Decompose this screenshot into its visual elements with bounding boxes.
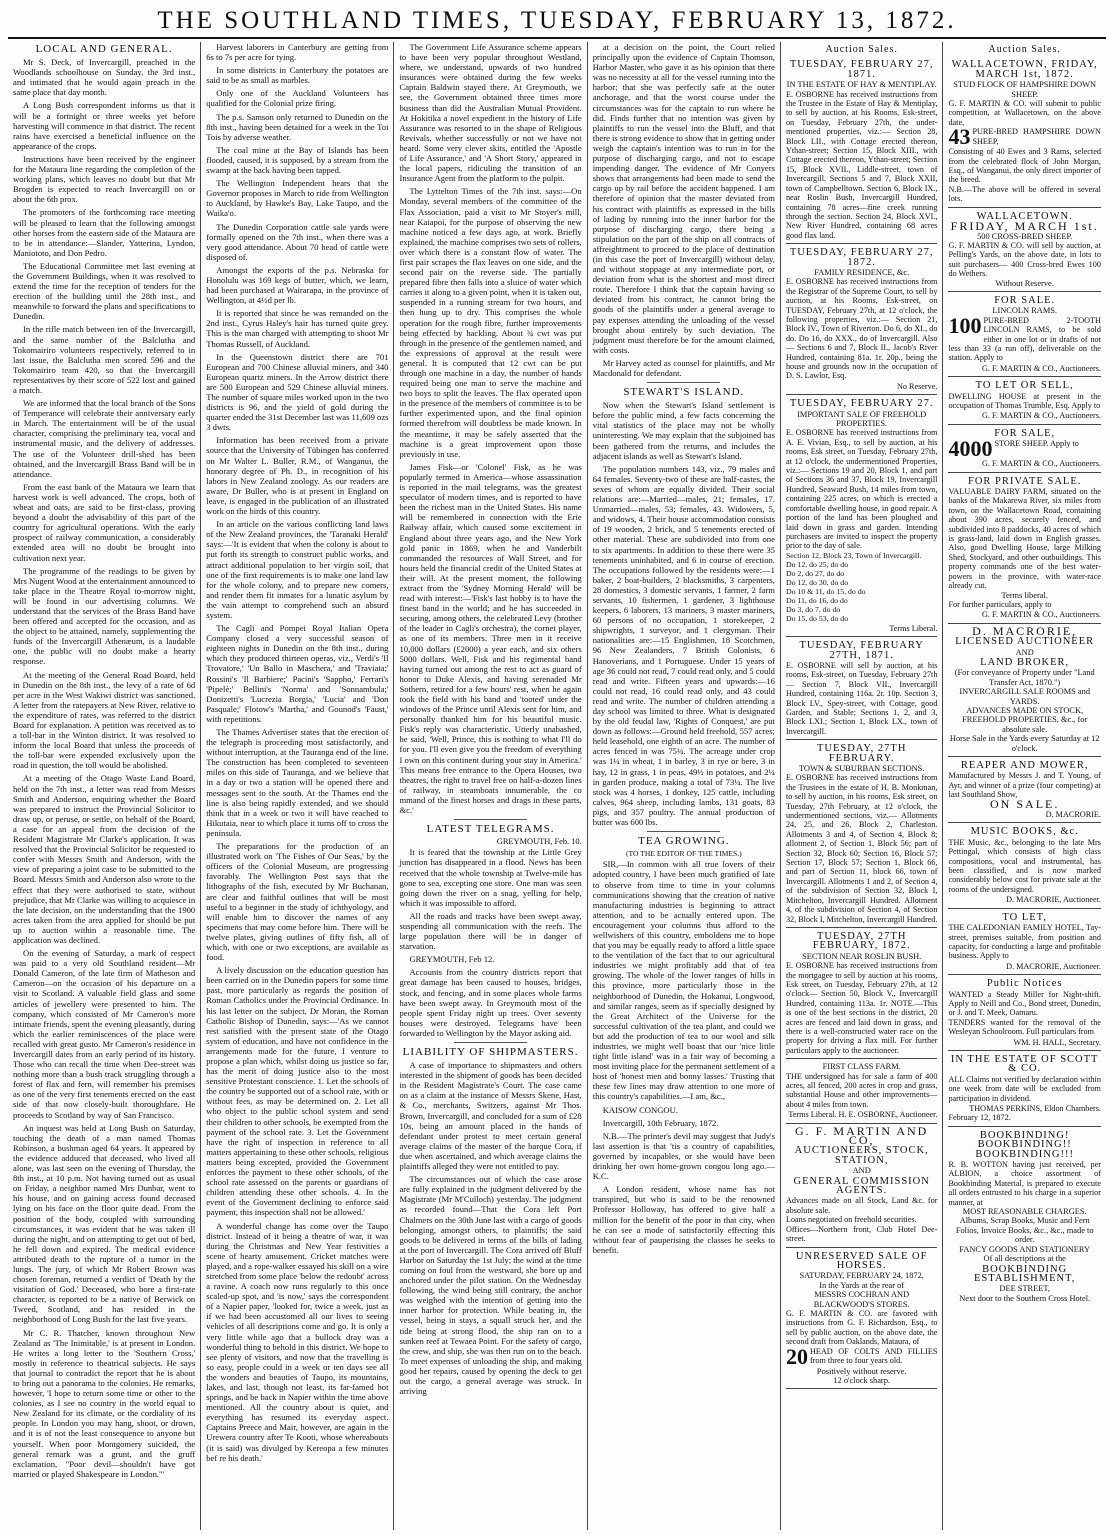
private-sale-ad: [948, 473, 1101, 624]
liability-body: [399, 1060, 581, 1396]
macrorie-note: (For conveyance of Property under "Land Transfer Act, 1870."): [954, 668, 1095, 687]
paragraph: Accounts from the country districts report that great damage has been caused to houses, bridges, stock, and fencing, and in some places whole farms have been swept away. In Greymouth most of the people spent Friday night up trees. Over seventy houses were destroyed. Telegrams have been forwarded to Wellington by the Mayor asking aid.: [399, 967, 582, 1038]
masthead-rule: [8, 37, 1106, 39]
horses-title: UNRESERVED SALE OF HORSES.: [795, 1250, 928, 1271]
ad-title: FAMILY RESIDENCE, &c.: [814, 267, 910, 277]
paragraph: Harvest laborers in Canterbury are getting from 6s to 7s per acre for tying.: [206, 42, 389, 63]
ad-list: Albums, Scrap Books, Music and Fern Folios, Invoice Books, &c., &c., made to order.: [955, 1216, 1094, 1245]
telegrams-heading: LATEST TELEGRAMS.: [426, 823, 555, 836]
ad-note: N.B.—The above will be offered in several lots.: [948, 184, 1101, 204]
ad-body: G. F. MARTIN & CO. will submit to public competition, at Wallacetown, on the above date,: [948, 99, 1101, 127]
horses-count: 20: [785, 1343, 808, 1369]
paragraph: We are informed that the local branch of the Sons of Temperance will celebrate their anniversary early in March. The entertainment will be of the usual character, comprising the preliminary tea, vocal and instrumental music, and the delivery of addresses. The use of the Volunteer drill-shed has been obtained, and the Invercargill Brass Band will be in attendance.: [13, 398, 196, 479]
table-row: Section 12, Block 23, Town of Invercargill.: [785, 550, 922, 560]
martin-line2: AND: [852, 1166, 871, 1176]
macrorie-title2: LAND BROKER,: [980, 656, 1070, 668]
estate-scott-ad: [948, 1051, 1101, 1127]
stewart-body: [593, 400, 775, 827]
store-sheep-ad: [948, 425, 1101, 473]
horses-count-text: HEAD OF COLTS AND FILLIES from three to four years old.: [809, 1346, 938, 1365]
paragraph: An inquest was held at Long Bush on Saturday, touching the death of a man named Thomas Robinson, a bushman aged 64 years. It appeared by the evidence adduced that deceased, who lived all alone, was last seen on the evening of Thursday, the 8th inst., at 10 p.m. Not having turned out as usual on Friday, a neighbor named Mrs Dunbar, went to his house, and on gaining access found deceased lying on his face on the floor quite dead. From the position of the body, coupled with surrounding circumstances, it was evident that he was taken ill during the night, and on attempting to get out of bed, he fell down and expired. The medical evidence attributed death to the rupture of a tumor in the lungs. The jury, of which Mr Robert Brown was chosen foreman, returned a verdict of 'Death by the visitation of God.' Deceased, who bore a first-rate character, is reported to be a native of Berwick on Tweed, Scotland, and has resided in the neighborhood of Long Bush for the last five years.: [13, 1122, 196, 1325]
column-local-and-general: [8, 42, 201, 1530]
ad-body: E. OSBORNE has received instructions from the Trustee in the Estate of Hay & Mentiplay, to sell by auction, at his Rooms, Esk-street, on Tuesday, February 27th, the under-mentioned properties, viz.:— Section 28, Block LII., with Cottage erected thereon, Ythan-street; Section 15, Block XIII., with Cottage erected thereon, Ythan-street; Section 15, Block XVII., Liddle-street, town of Invercargill. Sections 5 and 7, Block XXII, town of Campbelltown. Section 6, Block IX., near Roslin Bush, Invercargill Hundred, containing 78 acres—fine creek running through the section. Section 24, Block XVI., New River Hundred, containing 68 acres good flax land.: [785, 89, 938, 240]
ad-date: TUESDAY, FEBRUARY 27, 1872.: [789, 247, 934, 268]
ad-body: VALUABLE DAIRY FARM, situated on the banks of the Makarewa River, six miles from town, on the Wallacetown Road, containing about 390 acres, securely fenced, and subdivided into 8 paddocks, 40 acres of which is grass-land, laid down in English grasses. Also, good Dwelling House, large Milking Shed, Stockyard, and other outbuildings. This property commands one of the best water-powers in the province, with water-race already cut.: [948, 487, 1101, 591]
paragraph: The circumstances out of which the case arose are fully explained in the judgment delivered by the Magistrate (Mr M'Culloch) yesterday. The judgment as recorded found—That the Cora left Port Chalmers on the 30th June last with a cargo of goods belonging, amongst others, to plaintiffs; the said goods to be delivered in terms of the bills of lading at the port of Invercargill. The Cora arrived off Bluff Harbor on Saturday the 1st July; the wind at the time coming on foul from the westward, she bore up and anchored under the pilot station. On the Wednesday following, the wind being still contrary, the anchor was weighed with the intention of getting into the inner harbor for protection. While beating in, the vessel, being in stays, a squall struck her, and the tide being at strong flood, the ship ran on to a sunken reef at Tewaea Point. For the safety of cargo, the crew, and ship, she was then run on to the beach. To meet expenses of unloading the ship, and making good her repairs, caused by opening the deck to get out the cargo, a general average was struck. In arriving: [399, 1174, 582, 1397]
ad-signature: No Reserve.: [896, 381, 938, 391]
osborne-auction-ad: [786, 928, 938, 1059]
ad-body: E. OSBORNE has received instructions from the mortgagee to sell by auction at his rooms, Esk street, on Tuesday, February 27th, at 12 o'clock— Section 50, Block V., Invercargill Hundred, containing 113a. 1r. NOTE.—This is one of the best sections in the district, 20 acres are fenced and laid down in grass, and there is a well-constructed water race on the property for driving a flax mill. For further particulars apply to the auctioneer.: [785, 961, 938, 1055]
paragraph: A case of importance to shipmasters and others interested in the shipment of goods has been decided in the Resident Magistrate's Court. The case came on as a claim at the instance of Messrs Skene, Hast, & Co., merchants, Switzers, against Mr Thos. Brown, Invercargill, and concluded for a sum of £28 10s, being an amount placed in the hands of defendant under protest to meet certain general average claims of the master of the barque Cora, if due when ascertained, and which average claims the plaintiffs alleged they were not entitled to pay.: [399, 1060, 582, 1172]
tea-subheading: (TO THE EDITOR OF THE TIMES.): [625, 849, 742, 859]
ad-signature: G. F. MARTIN & CO., Auctioneers.: [982, 411, 1101, 421]
ad-body: Manufactured by Messrs J. and T. Young, of Ayr, and winner of a prize (four competing) at last Southland Show,: [948, 771, 1101, 800]
ad-signature: G. F. MARTIN & CO., Auctioneers.: [982, 459, 1101, 469]
paragraph: The promoters of the forthcoming race meeting will be pleased to learn that the following amongst other horses from the eastern side of the Mataura are to be in attendance:—Slander, Yatterina, Lyndon, Maniototo, and Don Pedro.: [13, 207, 196, 258]
ad-signature: G. F. MARTIN & CO., Auctioneers.: [982, 610, 1101, 620]
paragraph: Mr S. Deck, of Invercargill, preached in the Woodlands schoolhouse on Sunday, the 3rd inst., and intimated that he would again preach in the same place that day month.: [13, 57, 196, 98]
ad-date: TUESDAY, FEBRUARY 27.: [789, 398, 934, 410]
ad-title: FOR SALE,: [994, 427, 1056, 439]
table-row: Do 10 & 11, do 15, do do: [785, 586, 866, 596]
paragraph: The p.s. Samson only returned to Dunedin on the 8th inst., having been detained for a week in the Toi Tois by adverse weather.: [206, 111, 389, 142]
ad-signature: Terms Liberal.: [889, 623, 938, 633]
paragraph: The Lyttelton Times of the 7th inst. says:—On Monday, several members of the committee of the Flax Association, paid a visit to Mr Stoyer's mill, near Kaiapoi, for the purpose of observing the new machine noticed a few days ago, at work. Briefly explained, the machine comprises two sets of rollers, over which there is a constant flow of water. The first pair scrapes the flax leaves on one side, and the second pair on the reverse side. The partially prepared fibre then falls into a sluice of water which carries it along to a given point, when it is taken out, suspended in a running stream for two hours, and then hung up to dry. This comprises the whole operation for the rough fibre, further improvements being effected by hackling. About ¾ cwt was put through in the presence of the gentlemen named, and the expressions of approval at the result were general. It is computed that 12 cwt can be put through one machine in a day, the number of hands required being one man to serve the machine and two boys to split the leaves. The flax operated upon in the presence of the members of committee is to be further experimented upon, and the final opinion formed therefrom will doubtless be made known. In the meantime, it may be safely asserted that the machine is a great improvement upon those previously in use.: [399, 186, 582, 459]
ad-subtitle: 500 CROSS-BRED SHEEP.: [977, 231, 1073, 241]
osborne-auction-ad: [786, 56, 938, 244]
column-auction-sales-martin: [943, 42, 1106, 1530]
paragraph: A wonderful change has come over the Taupo district. Instead of it being a theatre of war, it was during the Christmas and New Year festivities a scene of hearty amusement. Cricket matches were played, and a rope-walker essayed his skill on a wire stretched from some place 'below the redoubt' across a ravine. A coach now runs regularly to this once scaled-up spot, and 'is now,' says the correspondent of a Napier paper, 'looked for, twice a week, just as if we had been accustomed all our lives to seeing vehicles of all descriptions come and go. It is only a very little while ago that a bullock dray was a wonderful thing to behold in this district. We hope to see plenty of visitors, and now that the travelling is so easy, people could in a week or ten days see all the wonders and beauties of Taupo, its mountains, lakes, and last, though not least, its far-famed hot springs, and be back in Napier within the time above mentioned. All the country about is quiet, and everything has resumed its everyday aspect. Captains Preece and Mair, however, are again in the Urewera country after Te Kooti, whose whereabouts (it is said) was divulged by Kereopa a few minutes bef re his death.': [206, 1220, 389, 1463]
ad-title: TO LET,: [1002, 911, 1047, 923]
section-heading: LOCAL AND GENERAL.: [35, 43, 173, 55]
paragraph: A London resident, whose name has not transpired, but who is said to be the renowned Professor Holloway, has offered to give half a million for the benefit of the poor in that city, when he can see a mode of satisfactorily effecting this without fear of pauperising the classes he seeks to benefit.: [592, 1184, 775, 1255]
paragraph: The population numbers 143, viz., 79 males and 64 females. Seventy-two of these are half-castes, the sexes of whom are equally divided. Their social relations are:—Married—males, 21; females, 17. Unmarried—males, 53; females, 43. Widowers, 5, and widows, 4. Their house accommodation consists of 19 wooden, 2 brick, and 5 tenements erected of other material. These are subdivided into from one to six apartments. In addition to these there were 35 tenements uninhabited, and 6 in course of erection. The occupations followed by the residents were:—1 baker, 2 boat-builders, 2 blacksmiths, 3 carpenters, 28 domestics, 3 domestic servants, 1 farmer, 2 farm servants, 10 fishermen, 1 gardener, 3 lighthouse keepers, 6 laborers, 13 mariners, 3 master mariners, 60 persons of no occupation, 1 storekeeper, 2 shipwrights, 1 surveyor, and 1 clergyman. Their nationalities are:—15 Englishmen, 18 Scotchmen, 96 New Zealanders, 7 British Colonists, 6 Hanoverians, and 1 Portuguese. Under 15 years of age 36 could not read, 7 could read only, and 5 could read and write. Fifteen years and upwards:—16 could not read, 16 could read only, and 43 could read and write. The number of children attending a day school was limited to three. What is designated by the old feudal law, 'Rights of Conquest,' are put down as follows:—Ground held freehold, 557 acres; held leasehold, one eighth of an acre. The number of acres fenced in was 75¼. The acreage under crop was 1¼ in wheat, 1 in barley, 3 in rye or bere, 3 in hay, 12 in grass, 1 in peas, 49½ in potatoes, and 2¼ in garden produce, making a total of 73¼. The live stock was 4 horses, 1 donkey, 125 cattle, including calves, 964 sheep, including lambs, 131 goats, 83 pigs, and 357 poultry. The annual production of butter was 600 lbs.: [592, 463, 775, 828]
paragraph: Mr C. R. Thatcher, known throughout New Zealand as 'The Inimitable,' is at present in London. He writes a long letter to the 'Southern Cross,' mostly in reference to theatrical subjects. He says that journal to contradict the report that he is about to bring out a panorama to the colonies. He remarks, however, 'I hope to return some time or other to the colonies, as I see no country in the world equal to New Zealand for its climate, or the cordiality of its people. In London you may hang, shoot, or drown, and it is of not the least consequence to anyone but yourself. When poor Montgomery suicided, the general remark was a grunt, and the gruff exclamation, "Poor devil—shouldn't have got married or played Shakespeare in London."': [13, 1327, 196, 1479]
ad-body: DWELLING HOUSE at present in the occupation of Thomas Trumble, Esq. Apply to: [948, 391, 1101, 410]
article-body: [593, 42, 775, 378]
table-row: Do 12, do 30, do do: [785, 577, 849, 587]
telegram-body: [399, 847, 581, 1038]
public-notices: [948, 975, 1101, 1051]
ad-date: TUESDAY, 27TH FEBRUARY.: [816, 743, 907, 764]
horses-body: G. F. MARTIN & CO. are favored with instructions from G. F. Richardson, Esq., to sell by public auction, on the above date, the second draft from Oaklands, Mataura, of: [785, 1308, 938, 1347]
column-auction-sales-osborne: [781, 42, 944, 1530]
ad-subtitle: STUD FLOCK OF HAMPSHIRE DOWN SHEEP.: [953, 80, 1097, 99]
ad-title: REAPER AND MOWER,: [960, 760, 1089, 771]
to-let-hotel-ad: [948, 909, 1101, 975]
reaper-ad: [948, 757, 1101, 823]
public-notices-heading: Public Notices: [986, 978, 1063, 990]
table-row: Do 2, do 27, do do: [785, 568, 845, 578]
auction-ads: [786, 56, 938, 1123]
ad-body: E. OSBORNE has received instructions from A. E. Vivian, Esq., to sell by auction, at his rooms, Esk street, on Tuesday, February 27th, at 12 o'clock, the undermentioned Properties, viz.:— Sections 19 and 20, Block 1, and part of Sections 36 and 37, Block 19, Invercargill Hundred, Seaward Bush, 14 miles from town, containing 225 acres, on which is erected a comfortable dwelling house, in good repair. A portion of the land has been ploughed and laid down in grass and garden. Intending purchasers are invited to inspect the property prior to the day of sale.: [785, 428, 938, 551]
paragraph: In some districts in Canterbury the potatoes are said to be as small as marbles.: [206, 65, 389, 86]
ad-date: TUESDAY, FEBRUARY 27TH, 1871.: [799, 640, 924, 661]
macrorie-and: AND: [1015, 647, 1034, 657]
ad-signature: THOMAS PERKINS, Eldon Chambers.: [969, 1104, 1101, 1113]
paragraph: All the roads and tracks have been swept away, suspending all communication with the reefs. The large population there will be in danger of starvation.: [399, 910, 582, 952]
paragraph: On the evening of Saturday, a mark of respect was paid to a very old Southland resident—Mr Donald Cameron, of the late firm of Matheson and Cameron—on the occasion of his departure on a visit to Scotland. A valuable field glass and some articles of jewellery were presented to him. The company, which consisted of Mr Cameron's more intimate friends, spent the evening pleasantly, during which the earlier reminiscences of the place were recalled with great gusto. Mr Cameron's residence in Invercargill dates from an early period of its history. Those who can recall the time when Dee-street was nothing more than a bush track struggling through a forest of flax and fern, will remember his premises as one of the very first tenements erected on the east side of that now closely-built thoroughfare. He proceeds to Scotland by way of San Francisco.: [13, 948, 196, 1120]
notice-tenders: TENDERS wanted for the removal of the Wesleyan Schoolroom. Full particulars from: [948, 1017, 1101, 1037]
ad-count: 100: [948, 312, 982, 338]
ad-title: MUSIC BOOKS, &c.: [970, 826, 1079, 838]
ad-signature: G. F. MARTIN & CO., Auctioneers.: [982, 363, 1101, 373]
macrorie-advances: ADVANCES MADE ON STOCK, FREEHOLD PROPERTIES, &c., for absolute sale.: [962, 705, 1088, 734]
ad-title: IMPORTANT SALE OF FREEHOLD PROPERTIES.: [797, 409, 927, 429]
paragraph: James Fisk—or 'Colonel' Fisk, as he was popularly termed in America—whose assassination is reported in the mail telegrams, was the greatest speculator of modern times, and is reported to have been the richest man in the United States. His name will be remembered in connection with the Erie Railway affair, which caused some excitement in England about three years ago, and the New York gold panic in 1869, when he and Vanderbilt commanded the resources of Wall Street, and for hours held the financial credit of the United States at their will. At the present moment, the following extract from the 'Sydney Morning Herald' will be read with interest:—'Fisk's last hobby is to have the finest band in the world; and he has succeeded in securing, among others, the celebrated Levy (brother of the leader in Cagli's orchestra), the cornet player, as one of its members. Three men in it receive 10,000 dollars (£2000) a year each, and six others 5000 dollars. Well, Fisk and his regimental band having turned out among the rest to act as guard of honor to Duke Alexis, and having serenaded Mr Sothern, retired for a few hours' rest, when he again took the field with his band and 'tooted' under the windows of the Prince until Alexis sent for him, and personally thanked him for his beautiful music. Fisk's reply was characteristic. Utterly unabashed, he said, 'Well, Prince, this is nothing to what I'll do for you. I'll even give you the freedom of everything I own on this continent during your stay in America.' This means free entrance to the Opera Houses, two theatres, the right to travel free on half-a-dozen lines of railway, in steamboats innumerable, the co mmand of the finest horses and drags in these parts, &c.': [399, 461, 582, 816]
paragraph: At the meeting of the General Road Board, held in Dunedin on the 8th inst., the levy of a rate of 6d per acre in the West Wakiwi district was sanctioned. A letter from the ratepayers at New River, relative to the expenditure of rates, was referred to the district Board for explanation. A petition was received as to a toll-bar in the Winton district. It was resolved to inform the local Board that unless the proceeds of the toll-bar were expended exclusively upon the road in question, the toll would be abolished.: [13, 669, 196, 771]
ad-body: PURE-BRED 2-TOOTH LINCOLN RAMS, to be sold either in one lot or in drafts of not less than 33 (a run off), deliverable on the station. Apply to: [948, 315, 1101, 363]
ad-body: G. F. MARTIN & CO. will sell by auction, at Pelling's Yards, on the above date, in lots to suit purchasers— 400 Cross-bred Ewes 100 do Wethers.: [948, 240, 1101, 279]
ad-signature: Terms Liberal. H. E. OSBORNE, Auctioneer.: [788, 1110, 938, 1120]
paragraph: In an article on the various conflicting land laws of the New Zealand provinces, the 'Taranaki Herald' says:—'It is evident that when the colony is about to put forth its strength to construct public works, and attract additional population to her virgin soil, that one of the first requirements is to make one land law for the whole colony, and to prepare new comers, and render them fit inmates for a lunatic asylum by the vain attempt to comprehend such an absurd system.: [206, 519, 389, 620]
paragraph: It is feared that the township at the Little Grey junction has disappeared in a flood. News has been received that the whole township at Twelve-mile has gone to sea, excepting one store. One man was seen going down the river on a snag, yelling for help, which it was impossible to afford.: [399, 847, 582, 908]
ad-title: BOOKBINDING! BOOKBINDING!! BOOKBINDING!!!: [975, 1129, 1074, 1160]
paragraph: Instructions have been received by the engineer for the Mataura line regarding the completion of the working plans, which leaves no doubt but that Mr Brogden is expected to reach Invercargill on or about the 6th prox.: [13, 153, 196, 205]
article-body: [206, 42, 388, 1463]
horses-stores: MESSRS COCHRAN AND BLACKWOOD'S STORES.: [813, 1290, 910, 1309]
wallacetown-crossbred-ad: [948, 208, 1101, 292]
paragraph: The Wellington Independent hears that the Governor proposes in March to ride from Wellington to Auckland, by Hawke's Bay, Lake Taupo, and the Waika'o.: [206, 178, 389, 219]
horses-ad: [786, 1248, 938, 1390]
martin-loans: Loans negotiated on freehold securities.: [785, 1215, 917, 1225]
ad-signature: D. MACRORIE, Auctioneer.: [1006, 961, 1101, 971]
osborne-auction-ad: [786, 1059, 938, 1123]
ad-signature: D. MACRORIE.: [1045, 810, 1101, 820]
ad-title: WALLACETOWN, FRIDAY, MARCH 1st, 1872.: [951, 59, 1098, 80]
paragraph: Now when the Stewart's Island settlement is before the public mind, a few facts concerning the vital statistics of the place may not be wholly uninteresting. We may explain that the subjoined has been gathered from the returns, and includes the adjacent islands as well as Stewart's Island.: [592, 400, 775, 461]
ad-body: ALL Claims not verified by declaration within one week from date will be excluded from participation in dividend.: [948, 1074, 1101, 1103]
ad-body: THE CALEDONIAN FAMILY HOTEL, Tay-street, premises suitable, from position and capacity, for conducting a large and profitable business. Apply to: [948, 923, 1101, 961]
paragraph: At a meeting of the Otago Waste Land Board, held on the 7th inst., a letter was read from Messrs Smith and Anderson, enquiring whether the Board was prepared to instruct the Provincial Solicitor to draw up, or peruse, or settle, on behalf of the Board, a case for an appeal from the decision of the Resident Magistrate Mr Clarke's application. It was resolved that the Provincial Solicitor be requested to confer with Messrs Smith and Anderson, with the view of preparing a joint case to be submitted to the Board. Messrs Smith and Anderson also wrote to the effect that they were authorised to state, without prejudice, that Mr Clarke was willing to acquiesce in the late decision, on the understanding that the 1900 acres taken from the area applied for should be put up to auction within a reasonable time. The application was declined.: [13, 773, 196, 945]
ad-body: THE undersigned has for sale a farm of 400 acres, all fenced, 200 acres in crop and grass, substantial House and other improvements—about 4 miles from town.: [785, 1071, 938, 1109]
paragraph: The preparations for the production of an illustrated work on 'The Fishes of Our Seas,' by the officers of the Colonial Museum, are progressing favorably. The Wellington Post says that the lithographs of the fish, executed by Mr Buchanan, are clear and faithful outlines that will be most useful to a beginner in the study of ichthyology, and will enable him to discover the names of any specimens that may come before him. There will be twelve plates, giving outlines of fifty fish, all of which, with one or two exceptions, are available as food.: [206, 841, 389, 963]
osborne-auction-ad: [786, 637, 938, 740]
ad-body: R. B. WOTTON having just received, per ALBION, a choice assortment of Bookbinding Material, is prepared to execute all orders entrusted to his charge in a superior manner, at: [948, 1160, 1101, 1207]
paragraph: In the Queenstown district there are 701 European and 700 Chinese alluvial miners, and 340 European quartz miners. In the Arrow district there are 500 European and 529 Chinese alluvial miners. The number of square miles worked upon in the two districts is 96, and the yield of gold during the quarter ended the 31st December last was 11,609 ozs 3 dwts.: [206, 351, 389, 433]
paragraph: The Thames Advertiser states that the erection of the telegraph is proceeding most satisfactorily, and without interruption, at the Tauranga end of the line. The construction has been completed to seventeen miles on this side of Tauranga, and we believe that in a day or two a station will be opened there and messages sent to the south. At the Thames end the line is also being rapidly extended, and we should think that in a week or two it will have reached to Hikutaia, near to which place it turns off to cross the peninsula.: [206, 727, 389, 838]
table-row: Do 3, do 7, do do: [785, 604, 841, 614]
ad-location: Next door to the Southern Cross Hotel.: [959, 1293, 1091, 1303]
column-news-items: [201, 42, 394, 1530]
ad-body: E. OSBORNE has received instructions from the Registrar of the Supreme Court, to sell by auction, at his Rooms, Esk-street, on TUESDAY, February 27th, at 12 o'clock, the following properties, viz.:— Section 21, Block IV., Town of Riverton. Do 6, do XI., do do. Do 16, do XXX., do of Invercargill. Also— Sections 6 and 7, Block II., Jacob's River Hundred, containing 81a. 1r. 20p., being the house and grounds now in the occupation of D. S. Lawlor, Esq.: [785, 277, 938, 381]
paragraph: GREYMOUTH, Feb 12.: [409, 954, 495, 965]
ad-reserve: Without Reserve.: [995, 278, 1054, 288]
ad-section-table: [786, 551, 938, 623]
ad-body: THE Music, &c., belonging to the late Mrs Pettingal, which consists of high class compositions, vocal and instrumental, has been classified, and is now marked considerably below cost for private sale at the rooms of the undersigned.: [948, 837, 1101, 894]
separator: [647, 382, 720, 383]
paragraph: A Long Bush correspondent informs us that it will be a fortnight or three weeks yet before harvesting will commence in that district. The recent rains have exercised a beneficial influence on the appearance of the crops.: [13, 100, 196, 151]
tea-heading: TEA GROWING.: [638, 835, 730, 848]
liability-heading: LIABILITY OF SHIPMASTERS.: [402, 1046, 579, 1058]
ad-count: 4000: [948, 436, 993, 462]
paragraph: at a decision on the point, the Court relied principally upon the evidence of Captain Thomson, Harbor Master, who gave it as his opinion that there was no necessity at all for the vessel running into the harbor; that she was perfectly safe at the outer anchorage, and that the worst course under the circumstances was for the captain to run where he did. Finds further that no intention was given by plaintiffs to run the vessel into the Bluff, and that there is strong evidence to show that in getting under weigh the captain's intention was to run in for the purpose of discharging cargo, and not to escape impending danger. The evidence of Mr Conyers shows that arrangements had been made to send the cargo up by rail before the accident happened. I am therefore of opinion that the master deviated from his contract with plaintiffs as expressed in the bills of lading by running into the inner harbor for the purpose of discharging cargo, there being a stipulation on the part of the ship on all contracts of affreightment to proceed to the place of destination (in this case the port of Invercargill) without delay, and without stoppage at any intermediate port, or deviation from what is the shortest and most direct route. Therefore I think that the captain having so deviated from his contract, he cannot bring the goods of the plaintiffs under a general average to pay expenses attending the unloading of the vessel brought about entirely by such deviation. The judgment must therefore be for the amount claimed, with costs.: [592, 42, 775, 355]
ad-charges: MOST REASONABLE CHARGES.: [962, 1207, 1087, 1217]
paragraph: The Educational Committee met last evening at the Government Buildings, when it was resolved to extend the time for the reception of tenders for the erection of the building until the 28th inst., and meanwhile to forward the plans and specifications to Dunedin.: [13, 260, 196, 322]
paragraph: Mr Harvey acted as counsel for plaintiffs, and Mr Macdonald for defendant.: [592, 357, 775, 378]
paragraph: The Cagli and Pompei Royal Italian Opera Company closed a very successful season of eighteen nights in Dunedin on the 8th inst., during which they produced thirteen operas, viz., Verdi's 'Il Trovatore,' 'Un Ballo in Maschera,' and 'Traviata;' Rossini's 'Il Barbiere;' Pacini's 'Sappho,' Ferrari's 'Pipelè;' Bellini's 'Norma' and 'Sonnambula;' Donizetti's 'Lucrezia Borgia,' 'Lucia' and 'Don Pasquale;' Flotow's 'Martha,' and Gounod's 'Faust,' with repetitions.: [206, 623, 389, 724]
paragraph: A lively discussion on the education question has been carried on in the Dunedin papers for some time past, more particularly as regards the position of Roman Catholics under the Provincial Ordinance. In his last letter on the subject, Dr Moran, the Roman Catholic Bishop of Dunedin, says:—'As we cannot rest satisfied with the present state of the Otago system of education, and have not confidence in the arrangements made for the future, I venture to propose a plan which, whilst doing us justice so far, has the merit of doing justice also to the most sensitive Protestant conscience. 1. Let the schools of the country be supported out of a school rate, with or without fees, as may be determined on. 2. Let all who object to the public school system and send their children to other schools, be exempted from the payment of the school rate. 3. Let the Government have the right of inspection in reference to all matters appertaining to these other schools, religious matters being excepted, provided the Government enforces the payment to these other schools, of the school rate assessed on the parents or guardians of children attending these other schools. 4. In the event of the Government declining to enforce said payment, this inspection shall not be allowed.': [206, 965, 389, 1218]
ad-body: E. OSBORNE will sell by auction, at his rooms, Esk-street, on Tuesday, February 27th— Section 7, Block VII., Invercargill Hundred, containing 116a. 2r. 10p. Section 3, Block LV., Spey-street, with Cottage, good Garden, and Stable; Sections 1, 2, and 3, Block LXI.; Section 1, Block LX., town of Invercargill.: [785, 660, 938, 736]
notice-wanted-miller: WANTED a Steady Miller for Night-shift. Apply to Neill and Co., Bond street, Dunedin, or J. and T. Meek, Oamaru.: [948, 989, 1101, 1018]
ad-count-text: PURE-BRED HAMPSHIRE DOWN SHEEP,: [972, 127, 1101, 146]
ad-title: IN THE ESTATE OF SCOTT & CO.: [950, 1053, 1099, 1075]
ad-apply: For further particulars, apply to: [948, 599, 1052, 609]
ad-subtitle: LINCOLN RAMS.: [992, 306, 1058, 316]
lincoln-rams-ad: [948, 292, 1101, 377]
columns: [8, 42, 1106, 1530]
martin-advances: Advances made on all Stock, Land &c. for absolute sale.: [785, 1196, 938, 1215]
separator: [647, 831, 720, 832]
martin-offices: Offices—Northern front, Club Hotel Dee-street.: [785, 1224, 938, 1244]
masthead: THE SOUTHLAND TIMES, TUESDAY, FEBRUARY 13, 1872.: [157, 7, 957, 34]
ad-title: FOR SALE.: [994, 294, 1056, 306]
ad-title: WALLACETOWN.: [976, 210, 1073, 222]
article-body: [399, 42, 581, 815]
macrorie-rooms: INVERCARGILL SALE ROOMS and YARDS.: [959, 687, 1091, 706]
bookbinding-ad: [948, 1127, 1101, 1306]
paragraph: Amongst the exports of the p.s. Nebraska for Honolulu was 169 kegs of butter, which, we learn, had been purchased at Wairarapa, in the province of Wellington, at 4½d per lb.: [206, 264, 389, 306]
macrorie-name: D. MACRORIE,: [972, 623, 1078, 638]
separator: [454, 1042, 527, 1043]
paragraph: The Dunedin Corporation cattle sale yards were formally opened on the 7th inst., when there was a very good attendance. About 70 head of cattle were disposed of.: [206, 221, 389, 262]
osborne-auction-ad: [786, 740, 938, 928]
paragraph: In the rifle match between ten of the Invercargill, and the same number of the Balclutha and Tokomairiro volunteers respectively, referred to in last issue, the Balclutha men scored 596 and the Tokomairiro team 420, so that the Invercargill representatives by their score of 522 lost and gained a match.: [13, 324, 196, 395]
macrorie-ad: [948, 624, 1101, 757]
horses-reserve: Positively without reserve.: [816, 1366, 907, 1376]
paragraph: The coal mine at the Bay of Islands has been flooded, caused, it is supposed, by a stream from the swamp at the back having been tapped.: [206, 144, 389, 176]
ad-date: February 12, 1872.: [948, 1113, 1011, 1123]
martin-line3: GENERAL COMMISSION AGENTS.: [793, 1175, 930, 1197]
paragraph: Information has been received from a private source that the University of Tübingen has conferred on Mr Walter L. Buller, R.M., of Wanganui, the honorary degree of Ph. D., in recognition of his labors in New Zealand zoology. As our readers are aware, Dr Buller, who is at present in England on leave, is engaged in the publication of an illustrated work on the birds of this country.: [206, 435, 389, 517]
martin-line1: AUCTIONEERS, STOCK, STATION,: [794, 1145, 929, 1166]
notice-signature: WM. H. HALL, Secretary.: [1013, 1037, 1101, 1047]
ad-fancy-goods: FANCY GOODS AND STATIONERY: [959, 1244, 1091, 1254]
ad-detail: Consisting of 40 Ewes and 3 Rams, selected from the celebrated flock of John Morgan, Esq., of Wanganui, the only direct importer of the breed.: [948, 147, 1101, 185]
telegram-dateline: GREYMOUTH, Feb. 10.: [496, 837, 582, 847]
paragraph: SIR,—In common with all true lovers of their adopted country, I have been much gratified of late to observe from time to time in your columns communications showing that the creation of native manufacturing industries is beginning to attract attention, and to be actually entered upon. The encouragement your columns thus afford to the wellwishers of this country, emboldens me to hope that you may be equally ready to afford a little space to the ventilation of the fact that to our agricultural industries we might profitably add that of tea growing. The whole of the lower ranges of hills in this province, more particularly those in the neighborhood of Dunedin, the Hokanui, Longwood, and similar ranges, seem as if specially designed by the Great Architect of the Universe for the successful cultivation of the tea plant, and could we but add the production of tea to our wool and silk industries, we might well boast that our 'nice little tight little island' was in a fair way of becoming a most inviting place for the permanent settlement of a host of 'honest men and bonny lasses.' Trusting that these few lines may draw attention to one more of this country's capabilities.—I am, &c.,: [592, 859, 775, 1102]
ad-fancy-goods-2: Of all descriptions at the: [983, 1254, 1066, 1264]
separator: [454, 819, 527, 820]
ad-title: TO LET OR SELL,: [975, 380, 1074, 392]
stewart-heading: STEWART'S ISLAND.: [623, 386, 745, 399]
horses-date: SATURDAY, FEBRUARY 24, 1872,: [799, 1271, 924, 1281]
ad-body: E. OSBORNE has received instructions from the Trustees in the estate of H. B. Monkman, to sell by auction, in his rooms, Esk street, on Tuesday, 27th February, at 12 o'clock, the undermentioned sections, viz.— Allotments 24, 25, and 26, Block 2, Charleston. Allotments 3 and 4, of Section 4, Block 8; allotment 2, of Section 1, Block 56; part of Section 32, Block 60; Section 16, Block 57; Section 17, Block 57; Section 1, Block 66, and part of Section 11, block 66, town of Invercargill. Allotments 1 and 2, of Section 4, of the subdivision of Section 32, Block I, Mitchelton, Invercargill Hundred. Allotment 4, of the subdivision of Section 4, of Section 32, Block I, Mitchelton, Invercargill Hundred.: [785, 773, 938, 924]
paragraph: Invercargill, 10th February, 1872.: [602, 1117, 719, 1128]
to-let-or-sell-ad: [948, 377, 1101, 425]
column-stewart-island-tea: [588, 42, 781, 1530]
ad-date: FRIDAY, MARCH 1st.: [950, 219, 1099, 234]
ad-signature: D. MACRORIE, Auctioneer.: [1006, 895, 1101, 905]
paragraph: N.B.—The printer's devil may suggest that Judy's last assertion is that 'tis a country of capabilities, governed by incapables, or she would have been drinking her own home-grown congou long ago.—K.C.: [592, 1130, 775, 1182]
macrorie-title: LICENSED AUCTIONEER: [955, 636, 1095, 648]
ad-on-sale: ON SALE.: [990, 796, 1060, 811]
macrorie-horse-sale: Horse Sale in the Yards every Saturday at 12 o'clock.: [949, 734, 1100, 753]
column-assurance-telegrams: [394, 42, 587, 1530]
osborne-auction-ad: [786, 395, 938, 637]
ad-title: FOR PRIVATE SALE.: [968, 475, 1082, 487]
horses-place: In the Yards at the rear of: [819, 1280, 905, 1290]
ad-date: TUESDAY, 27TH FEBRUARY, 1872.: [812, 930, 911, 952]
table-row: Do 12, do 25, do do: [785, 559, 849, 569]
ad-street: DEE STREET,: [999, 1284, 1050, 1294]
table-row: Do 11, do 16, do do: [785, 595, 848, 605]
ad-body: STORE SHEEP. Apply to: [994, 439, 1079, 449]
martin-ad: [786, 1124, 938, 1248]
auction-sales-heading: Auction Sales.: [825, 44, 898, 55]
horses-time: 12 o'clock sharp.: [833, 1375, 890, 1385]
ad-title: FIRST CLASS FARM.: [822, 1062, 901, 1072]
article-body: [13, 57, 195, 1479]
paragraph: The Government Life Assurance scheme appears to have been very popular throughout Westland, where, we understand, upwards of two hundred insurances were obtained during the few weeks Captain Baldwin stayed there. At Greymouth, we see, the Government obtained three times more business than did the Australian Mutual Provident. At Hokitika a novel expedient in the history of Life Assurance was resorted to in the shape of Religious Revivals, whether successfully or not we have not heard. Some very clever skits, entitled the 'Apostle of Life Assurance,' and 'A Short Story,' appeared in the local papers, ridiculing the transition of an Insurance Agent from the platform to the pulpit.: [399, 42, 582, 184]
paragraph: From the east bank of the Mataura we learn that harvest work is well advanced. The crops, both of wheat and oats, are said to be first-class, proving beyond a doubt the advisability of this part of the country for agricultural operations. With the early prospect of railway communication, a considerably extended area will no doubt be brought into cultivation next year.: [13, 481, 196, 563]
paragraph: Only one of the Auckland Volunteers has qualified for the Colonial prize firing.: [206, 88, 389, 109]
ad-title: IN THE ESTATE OF HAY & MENTIPLAY.: [786, 80, 937, 90]
ad-terms: Terms liberal.: [1001, 590, 1048, 600]
paragraph: The programme of the readings to be given by Mrs Nugent Wood at the entertainment announced to take place in the Theatre Royal to-morrow night, will be found in our advertising columns. We understand that the services of the Brass Band have been offered and accepted for the occasion, and as the object to be attained, namely, supplementing the funds of the Invercargill Athenæum, is a laudable one, the public will no doubt make a hearty response.: [13, 565, 196, 667]
paragraph: KAISOW CONGOU.: [602, 1104, 678, 1115]
ad-establishment: BOOKBINDING ESTABLISHMENT,: [974, 1263, 1076, 1284]
tea-body: [593, 859, 775, 1255]
paragraph: It is reported that since he was remanded on the 2nd inst., Cyrus Haley's hair has turned quite grey. This is the man charged with attempting to shoot Mr Thomas Russell, of Auckland.: [206, 308, 389, 349]
ad-count: 43: [948, 124, 971, 150]
ad-title: TOWN & SUBURBAN SECTIONS.: [798, 764, 925, 773]
wallacetown-ad: [948, 56, 1101, 207]
osborne-auction-ad: [786, 244, 938, 395]
auction-sales-heading: Auction Sales.: [988, 44, 1061, 55]
table-row: Do 15, do 53, do do: [785, 613, 849, 623]
ad-date: TUESDAY, FEBRUARY 27, 1871.: [789, 59, 934, 80]
music-books-ad: [948, 823, 1101, 908]
martin-name: G. F. MARTIN AND CO,: [795, 1123, 929, 1148]
ad-title: SECTION NEAR ROSLIN BUSH.: [802, 951, 922, 961]
